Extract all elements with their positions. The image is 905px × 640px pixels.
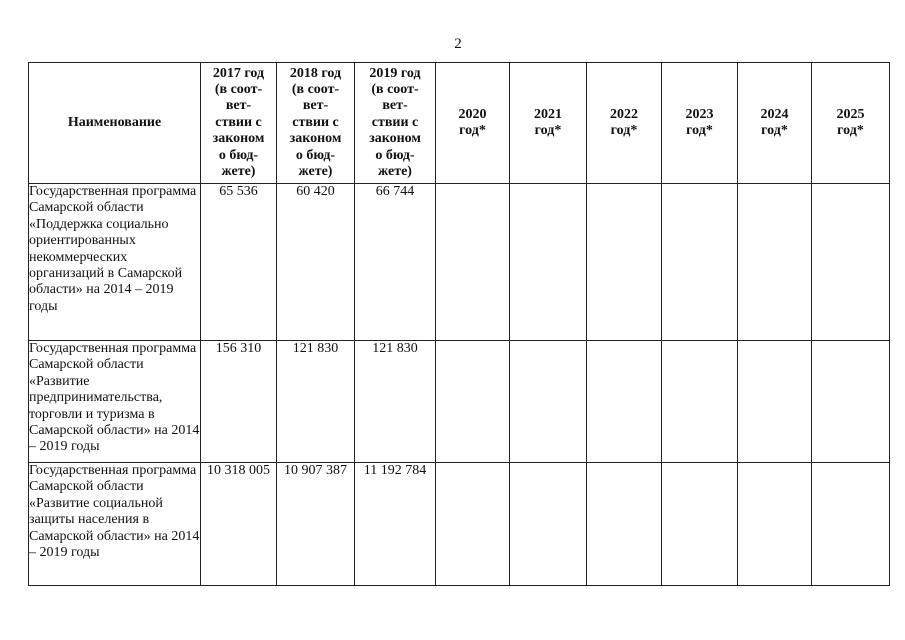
value-cell-2018: 10 907 387 [277,463,355,586]
header-text: 2022 год* [610,106,638,138]
header-year-2021 [510,63,587,184]
header-text: 2019 год (в соот- вет- ствии с законом о бюд- жете) [369,65,421,180]
header-text: 2023 год* [685,106,714,138]
program-name-cell: Государственная программа Самарской области «Развитие социальной защиты населения в Самарской области» на 2014 – 2019 годы [29,463,201,586]
header-text: 2025 год* [836,106,865,138]
header-year-2018 [277,63,355,184]
value-cell-2020 [436,184,510,341]
value-cell-2019: 11 192 784 [355,463,436,586]
header-year-2024 [738,63,812,184]
header-year-2022 [587,63,662,184]
value-cell-2017: 10 318 005 [201,463,277,586]
header-year-2019 [355,63,436,184]
program-name-cell: Государственная программа Самарской области «Развитие предпринимательства, торговли и туризма в Самарской области» на 2014 – 2019 годы [29,341,201,463]
header-year-2023 [662,63,738,184]
value-cell-2025 [812,184,890,341]
value-cell-2021 [510,184,587,341]
header-text: 2020 год* [458,106,487,138]
value-cell-2020 [436,341,510,463]
table-row [29,184,890,341]
header-year-2017 [201,63,277,184]
value-cell-2024 [738,184,812,341]
header-text: 2021 год* [534,106,562,138]
value-cell-2022 [587,463,662,586]
header-year-2020 [436,63,510,184]
header-name: Наименование [29,63,201,184]
value-cell-2020 [436,463,510,586]
table-row [29,341,890,463]
value-cell-2022 [587,184,662,341]
value-cell-2025 [812,341,890,463]
program-name-cell: Государственная программа Самарской области «Поддержка социально ориентированных некоммерческих организаций в Самарской области» на 2014 – 2019 годы [29,184,201,341]
value-cell-2017: 156 310 [201,341,277,463]
table-row [29,463,890,586]
value-cell-2023 [662,463,738,586]
value-cell-2023 [662,184,738,341]
value-cell-2021 [510,341,587,463]
budget-table [28,62,890,586]
header-text: 2018 год (в соот- вет- ствии с законом о бюд- жете) [289,65,342,180]
header-year-2025 [812,63,890,184]
header-text: 2024 год* [760,106,789,138]
value-cell-2017: 65 536 [201,184,277,341]
value-cell-2024 [738,463,812,586]
value-cell-2021 [510,463,587,586]
value-cell-2018: 60 420 [277,184,355,341]
value-cell-2024 [738,341,812,463]
value-cell-2025 [812,463,890,586]
header-text: 2017 год (в соот- вет- ствии с законом о бюд- жете) [212,65,265,180]
value-cell-2023 [662,341,738,463]
value-cell-2022 [587,341,662,463]
value-cell-2019: 66 744 [355,184,436,341]
page-number: 2 [454,36,462,52]
table-header-row [29,63,890,184]
value-cell-2018: 121 830 [277,341,355,463]
value-cell-2019: 121 830 [355,341,436,463]
